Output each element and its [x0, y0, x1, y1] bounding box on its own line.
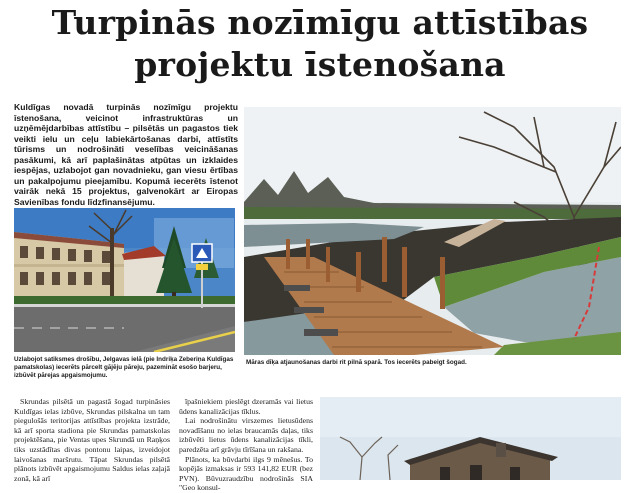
- pond-photo-caption: Māras dīķa atjaunošanas darbi rit pilnā sparā. Tos iecerēts pabeigt šogad.: [246, 359, 467, 366]
- headline-line-2: projektu īstenošana: [134, 45, 506, 84]
- street-photo-caption: Uzlabojot satiksmes drošību, Jelgavas ielā (pie Indriķa Zeberiņa Kuldīgas pamatskolas) iecerēts pārcelt gājēju pāreju, pazemināt esošo barjeru, izbūvēt pārejas apgaismojumu.: [14, 356, 234, 379]
- body-col2-paragraph-3: Plānots, ka būvdarbi ilgs 9 mēnešus. To kopējās izmaksas ir 593 141,82 EUR (bez PVN). Būvuzraudzību nodrošinās SIA "Geo konsul-: [179, 454, 313, 493]
- headline-line-1: Turpinās nozīmīgu attīstības: [51, 3, 589, 42]
- body-col2-paragraph-2: Lai nodrošinātu virszemes lietusūdens novadīšanu no ielas braucamās daļas, tiks izbūvēti lietus ūdens kanalizācijas tīkli, paredzēta arī grāvju tīrīšana un rakšana.: [179, 416, 313, 454]
- street-photo: [14, 208, 235, 352]
- body-column-1: [14, 397, 170, 483]
- house-photo: [320, 397, 621, 480]
- body-column-2: [179, 397, 313, 493]
- body-col1-paragraph: Skrundas pilsētā un pagastā šogad turpināsies Kuldīgas ielas izbūve, Skrundas pilskalna un tam piegulošās teritorijas attīstības projekta izstrāde, kā arī sporta stadiona pie Skrundas pamatskolas projektēšana, pie Ventas upes Skrundā un Raņķos tiks uzstādītas divas pontonu laipas, izveidojot laivošanas maršrutu. Tāpat Skrundas pilsētā plānots izbūvēt apgaismojumu Saldus ielas zaļajā zonā, kā arī: [14, 397, 170, 483]
- headline: [0, 2, 640, 86]
- pond-photo: [244, 107, 621, 355]
- body-col2-paragraph-1: īpašniekiem pieslēgt dzeramās vai lietus ūdens kanalizācijas tīklus.: [179, 397, 313, 416]
- lead-paragraph: Kuldīgas novadā turpinās nozīmīgu projektu īstenošana, veicinot infrastruktūras un uzņēmējdarbības attīstību – pilsētās un pagastos tiek veikti ielu un ceļu labiekārtošanas darbi, attīstīts tūrisms un nodrošināti veselības veicināšanas pasākumi, kā arī paplašinātas atpūtas un izklaides iespējas, uzlabojot gan novadnieku, gan viesu ērtības un pakalpojumu pieejamību. Kopumā iecerēts īstenot vairāk nekā 15 projektus, galvenokārt ar Eiropas Savienības fondu līdzfinansējumu.: [14, 102, 238, 207]
